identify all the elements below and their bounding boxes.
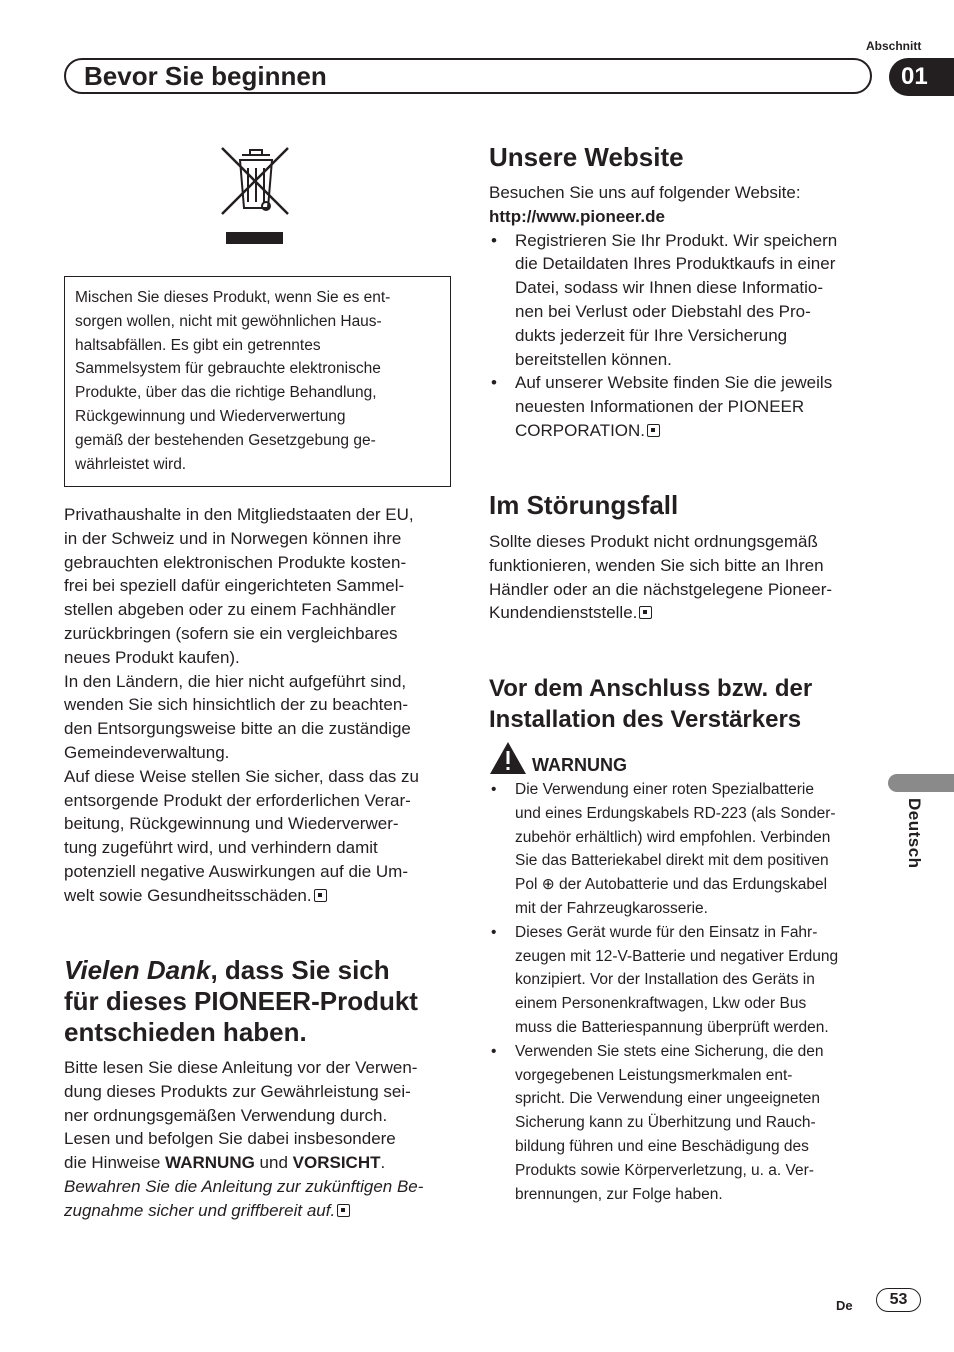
text-line: in der Schweiz und in Norwegen können ihre xyxy=(64,528,402,548)
text-line: mit der Fahrzeugkarosserie. xyxy=(515,899,708,917)
thanks-paragraph xyxy=(64,1056,456,1223)
box-line: haltsabfällen. Es gibt ein getrenntes xyxy=(75,336,321,354)
list-item xyxy=(489,1040,889,1207)
text-span: welt sowie Gesundheitsschäden. xyxy=(64,885,312,905)
text-line: Bitte lesen Sie diese Anleitung vor der Verwen- xyxy=(64,1058,418,1077)
text-span: und xyxy=(254,1153,293,1173)
text-line: brennungen, zur Folge haben. xyxy=(515,1185,723,1203)
website-section xyxy=(489,181,889,443)
trouble-paragraph xyxy=(489,530,889,625)
text-line: ner ordnungsgemäßen Verwendung durch. xyxy=(64,1105,388,1125)
text-line: dukts jederzeit für Ihre Versicherung xyxy=(515,325,788,345)
caution-keyword: VORSICHT xyxy=(292,1153,381,1173)
text-line xyxy=(64,1151,456,1175)
box-line: Sammelsystem für gebrauchte elektronische xyxy=(75,360,381,378)
text-line: Sollte dieses Produkt nicht ordnungsgemäß xyxy=(489,532,818,551)
text-span: Kundendienststelle. xyxy=(489,603,638,623)
website-heading: Unsere Website xyxy=(489,142,684,172)
text-span: der Autobatterie und das Erdungskabel xyxy=(554,876,828,894)
text-line: zubehör erhältlich) wird empfohlen. Verbinden xyxy=(515,828,831,846)
box-line: Produkte, über das die richtige Behandlung, xyxy=(75,384,377,402)
text-line: • Die Verwendung einer roten Spezialbatterie xyxy=(515,781,814,798)
text-line: Sie das Batteriekabel direkt mit dem positiven xyxy=(515,852,829,870)
heading-line: Vor dem Anschluss bzw. der xyxy=(489,675,813,702)
text-span: zugnahme sicher und griffbereit auf. xyxy=(64,1200,336,1220)
trouble-heading: Im Störungsfall xyxy=(489,490,679,520)
text-line: • Auf unserer Website finden Sie die jeweils xyxy=(515,373,833,393)
website-bullets xyxy=(489,229,889,443)
heading-line: für dieses PIONEER-Produkt xyxy=(64,986,418,1016)
text-line xyxy=(64,884,456,908)
text-span: . xyxy=(380,1153,386,1173)
text-line xyxy=(515,419,889,443)
text-line: • Registrieren Sie Ihr Produkt. Wir speichern xyxy=(515,230,838,250)
text-line: spricht. Die Verwendung einer ungeeigneten xyxy=(515,1090,821,1108)
text-line xyxy=(515,873,889,897)
section-label: Abschnitt xyxy=(866,39,922,53)
text-line: einem Personenkraftwagen, Lkw oder Bus xyxy=(515,995,807,1013)
text-line: Privathaushalte in den Mitgliedstaaten der EU, xyxy=(64,505,414,524)
weee-crossed-bin-icon xyxy=(220,146,292,251)
text-line: tung zugeführt wird, und verhindern damit xyxy=(64,838,378,858)
text-line: entsorgende Produkt der erforderlichen Verar- xyxy=(64,790,411,810)
heading-line: Installation des Verstärkers xyxy=(489,706,802,733)
disposal-notice-text xyxy=(75,286,443,476)
list-item xyxy=(489,229,889,372)
language-tab xyxy=(888,774,954,792)
text-line: muss die Batteriespannung überprüft werden. xyxy=(515,1018,829,1036)
text-line: funktionieren, wenden Sie sich bitte an Ihren xyxy=(489,555,824,575)
heading-line xyxy=(64,955,464,986)
chapter-number: 01 xyxy=(901,63,928,90)
end-of-section-icon xyxy=(639,606,652,619)
heading-italic: Vielen Dank xyxy=(64,955,211,985)
disposal-paragraph xyxy=(64,503,456,908)
warning-keyword: WARNUNG xyxy=(165,1153,255,1173)
text-line: Datei, sodass wir Ihnen diese Informatio- xyxy=(515,278,824,298)
text-line: konzipiert. Vor der Installation des Geräts in xyxy=(515,971,815,989)
text-line: den Entsorgungsweise bitte an die zuständige xyxy=(64,719,411,739)
text-line: stellen abgeben oder zu einem Fachhändler xyxy=(64,600,396,620)
warning-bullets xyxy=(489,778,889,1206)
text-line: Händler oder an die nächstgelegene Pioneer- xyxy=(489,579,833,599)
text-line: bildung führen und eine Beschädigung des xyxy=(515,1137,809,1155)
text-line: Auf diese Weise stellen Sie sicher, dass das zu xyxy=(64,766,419,786)
warning-list xyxy=(489,778,889,1206)
plus-pole-icon: ⊕ xyxy=(541,876,555,894)
chapter-tab xyxy=(889,58,954,96)
box-line: gemäß der bestehenden Gesetzgebung ge- xyxy=(75,431,376,449)
text-line: die Detaildaten Ihres Produktkaufs in einer xyxy=(515,254,836,274)
text-line: zeugen mit 12-V-Batterie und negativer Erdung xyxy=(515,947,839,965)
text-span: Pol xyxy=(515,876,542,894)
page-number xyxy=(876,1288,921,1312)
text-line: zurückbringen (sofern sie ein vergleichbares xyxy=(64,623,398,643)
language-label: Deutsch xyxy=(905,798,924,869)
text-line: vorgegebenen Leistungsmerkmalen ent- xyxy=(515,1066,793,1084)
text-line: und eines Erdungskabels RD-223 (als Sonder- xyxy=(515,804,836,822)
text-line: beitung, Rückgewinnung und Wiederverwer- xyxy=(64,814,399,834)
end-of-section-icon xyxy=(314,889,327,902)
text-line xyxy=(489,601,889,625)
text-line: wenden Sie sich hinsichtlich der zu beachten- xyxy=(64,695,408,715)
text-line: Besuchen Sie uns auf folgender Website: xyxy=(489,183,801,202)
text-line: potenziell negative Auswirkungen auf die Um- xyxy=(64,861,408,881)
end-of-section-icon xyxy=(337,1204,350,1217)
warning-triangle-icon xyxy=(489,741,527,780)
warning-label: WARNUNG xyxy=(532,755,627,775)
heading-span: , dass Sie sich xyxy=(210,955,390,985)
box-line: Rückgewinnung und Wiederverwertung xyxy=(75,407,346,425)
text-line: neuesten Informationen der PIONEER xyxy=(515,397,805,417)
text-line: dung dieses Produkts zur Gewährleistung sei- xyxy=(64,1081,411,1101)
text-line: Lesen und befolgen Sie dabei insbesondere xyxy=(64,1129,396,1149)
thanks-heading xyxy=(64,955,464,1048)
text-line: nen bei Verlust oder Diebstahl des Pro- xyxy=(515,301,811,321)
list-item xyxy=(489,921,889,1040)
text-line: bereitstellen können. xyxy=(515,349,672,369)
text-line: Produkts sowie Körperverletzung, u. a. Ver- xyxy=(515,1161,814,1179)
page-number-text: 53 xyxy=(889,1291,908,1308)
list-item xyxy=(489,778,889,921)
page-title: Bevor Sie beginnen xyxy=(84,61,327,91)
website-link[interactable]: http://www.pioneer.de xyxy=(489,206,665,226)
box-line: Mischen Sie dieses Produkt, wenn Sie es ent- xyxy=(75,289,391,306)
text-line: neues Produkt kaufen). xyxy=(64,647,240,667)
text-line: Sicherung kann zu Überhitzung und Rauch- xyxy=(515,1114,816,1132)
text-span: die Hinweise xyxy=(64,1153,166,1173)
text-line: gebrauchten elektronischen Produkte kosten- xyxy=(64,552,407,572)
text-span: CORPORATION. xyxy=(515,420,646,440)
text-line: • Dieses Gerät wurde für den Einsatz in Fahr- xyxy=(515,923,818,941)
text-line: frei bei speziell dafür eingerichteten Sammel- xyxy=(64,576,405,596)
amplifier-heading xyxy=(489,673,889,735)
heading-line: entschieden haben. xyxy=(64,1017,307,1047)
text-line: In den Ländern, die hier nicht aufgeführt sind, xyxy=(64,671,407,691)
text-line xyxy=(64,1199,456,1223)
footer-language-code: De xyxy=(836,1298,853,1313)
text-line: Gemeindeverwaltung. xyxy=(64,742,230,762)
list-item xyxy=(489,371,889,442)
text-line: Bewahren Sie die Anleitung zur zukünftigen Be- xyxy=(64,1176,424,1196)
end-of-section-icon xyxy=(647,424,660,437)
box-line: sorgen wollen, nicht mit gewöhnlichen Haus- xyxy=(75,312,382,330)
box-line: währleistet wird. xyxy=(75,455,187,473)
text-line: • Verwenden Sie stets eine Sicherung, die den xyxy=(515,1042,824,1060)
